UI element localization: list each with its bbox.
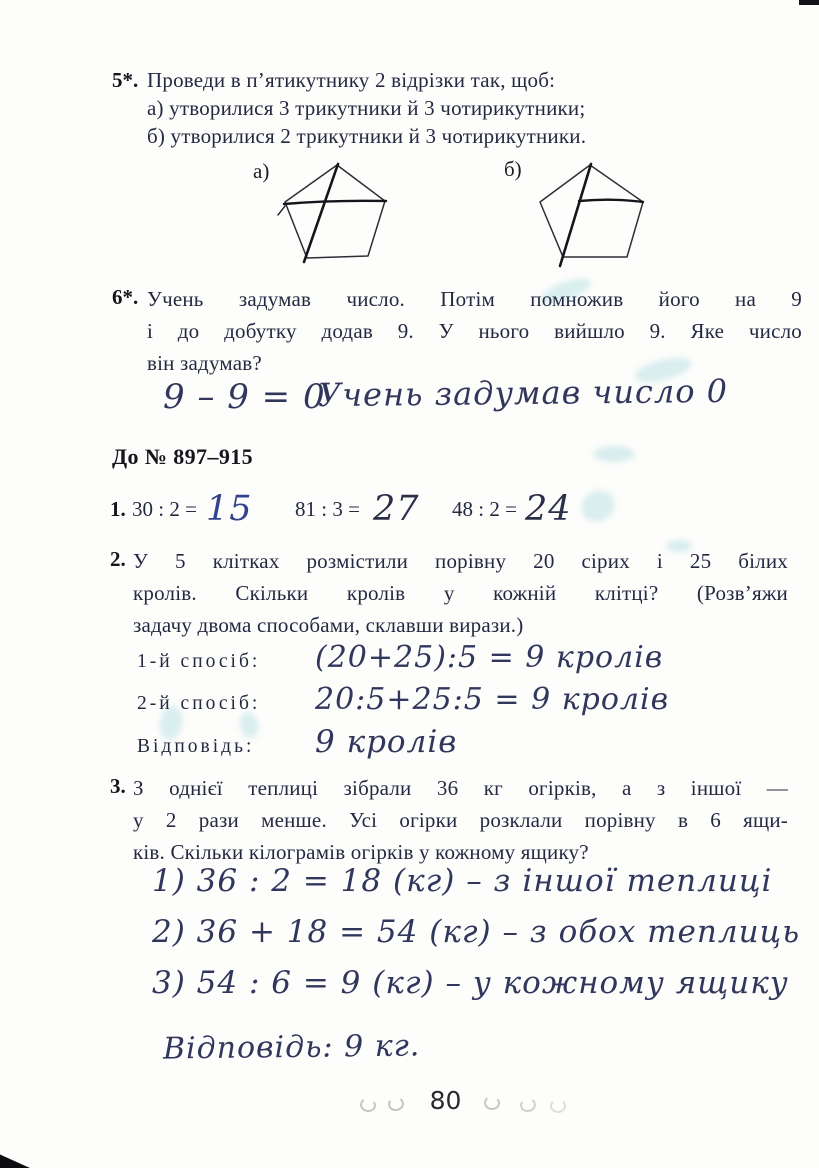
problem-3-number: 3.	[110, 774, 126, 798]
problem-3-solution	[152, 863, 801, 1016]
figure-b-label: б)	[504, 157, 522, 181]
problem-6-text	[147, 283, 802, 379]
problem-5-number: 5*.	[112, 68, 139, 92]
scan-corner-mark-bottom-left	[0, 1153, 30, 1168]
scan-corner-mark-top-right	[799, 0, 819, 5]
scan-artifact	[593, 446, 635, 462]
page-number: 80	[429, 1086, 462, 1115]
smudge-mark	[550, 1099, 566, 1113]
problem-5-item-b: б) утворилися 2 трикутники й 3 чотирикутники.	[147, 124, 587, 148]
handwritten-answer-2: 27	[373, 489, 420, 529]
problem-1	[110, 489, 810, 541]
problem-6-line3: він задумав?	[147, 351, 262, 375]
problem-2-line3: задачу двома способами, склавши вирази.)	[133, 613, 524, 637]
pentagon-a-drawn-segment-1	[284, 201, 386, 204]
handwritten-step-3: 3) 54 : 6 = 9 (кг) – у кожному ящику	[152, 965, 789, 1001]
figure-a-label: а)	[253, 159, 270, 183]
section-heading: До № 897–915	[112, 444, 254, 469]
method-1-label: 1-й спосіб:	[137, 651, 261, 672]
pentagon-figure-b	[533, 158, 648, 270]
problem-6-line1: Учень задумав число. Потім помножив його на 9	[147, 287, 802, 311]
expression-2: 81 : 3 =	[295, 497, 360, 521]
method-1-row	[137, 640, 757, 675]
pentagon-b-drawn-segment-2	[579, 200, 643, 202]
problem-6	[112, 283, 802, 379]
method-2-label: 2-й спосіб:	[137, 693, 261, 714]
handwritten-step-2: 2) 36 + 18 = 54 (кг) – з обох теплиць	[152, 914, 801, 950]
problem-5	[112, 66, 802, 150]
pentagon-a-drawn-segment-2	[304, 164, 338, 262]
handwritten-method-1: (20+25):5 = 9 кролів	[315, 640, 664, 675]
handwritten-method-2: 20:5+25:5 = 9 кролів	[315, 682, 670, 717]
problem-2-number: 2.	[110, 547, 126, 571]
problem-6-line2: і до добутку додав 9. У нього вийшло 9. Яке число	[147, 319, 802, 343]
pentagon-a-outline	[285, 165, 385, 258]
pentagon-a-stray-mark	[278, 206, 285, 215]
problem-2-text	[133, 545, 788, 641]
problem-2-line1: У 5 клітках розмістили порівну 20 сірих і 25 білих	[133, 549, 788, 573]
answer-label: Відповідь:	[137, 736, 255, 757]
method-2-row	[137, 682, 757, 717]
handwritten-final-answer: Відповідь: 9 кг.	[162, 1028, 421, 1067]
pentagon-figure-a	[277, 160, 392, 264]
problem-3-line2: у 2 рази менше. Усі огірки розклали порівну в 6 ящи-	[133, 808, 788, 832]
problem-2-solution	[137, 640, 757, 767]
handwritten-equation-p6: 9 – 9 = 0	[163, 377, 326, 417]
handwritten-answer-1: 15	[206, 489, 253, 529]
problem-3-line3: ків. Скільки кілограмів огірків у кожному ящику?	[133, 840, 589, 864]
handwritten-step-1: 1) 36 : 2 = 18 (кг) – з іншої теплиці	[152, 863, 773, 899]
problem-3-text	[133, 772, 788, 868]
problem-1-number: 1.	[110, 497, 126, 521]
pentagon-b-drawn-segment-1	[560, 164, 591, 266]
problem-3-line1: З однієї теплиці зібрали 36 кг огірків, а з іншої —	[133, 776, 788, 800]
handwritten-note-p6: Учень задумав число 0	[317, 371, 729, 415]
problem-3	[110, 772, 788, 868]
expression-3: 48 : 2 =	[452, 497, 517, 521]
problem-5-text	[147, 66, 802, 150]
problem-2	[110, 545, 788, 641]
answer-row	[137, 724, 757, 760]
problem-5-item-a: а) утворилися 3 трикутники й 3 чотирикутники;	[147, 96, 586, 120]
handwritten-answer-p2: 9 кролів	[315, 724, 458, 760]
problem-2-line2: кролів. Скільки кролів у кожній клітці? (Розв’яжи	[133, 581, 788, 605]
problem-6-number: 6*.	[112, 285, 139, 309]
handwritten-answer-3: 24	[525, 489, 572, 529]
pentagon-b-outline	[540, 165, 643, 257]
expression-1: 30 : 2 =	[132, 497, 197, 521]
problem-5-intro: Проведи в п’ятикутнику 2 відрізки так, щоб:	[147, 68, 556, 92]
